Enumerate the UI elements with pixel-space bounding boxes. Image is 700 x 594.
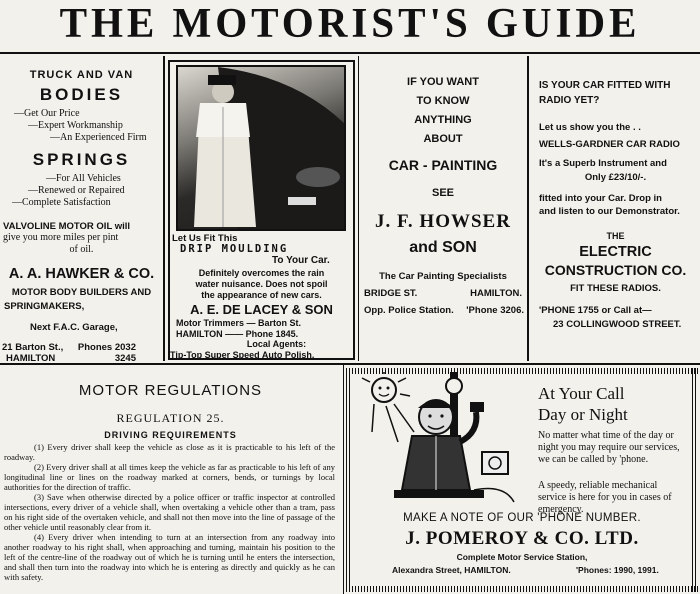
hawker-phone-2: 3245 [114, 353, 136, 364]
workmanship-line: —Expert Workmanship [28, 120, 123, 131]
radio-show: Let us show you the . . [539, 122, 641, 133]
radio-phone: 'PHONE 1755 or Call at— [539, 305, 652, 316]
to-your-car: To Your Car. [272, 255, 330, 266]
firm-line: —An Experienced Firm [50, 132, 147, 143]
delacey-desc-2: water nuisance. Does not spoil [195, 279, 328, 289]
mechanic-telephone-illustration [354, 372, 524, 512]
motor-regulations [0, 368, 341, 594]
day-or-night: Day or Night [538, 405, 628, 424]
masthead-title: THE MOTORIST'S GUIDE [59, 1, 641, 47]
painting-specialists: The Car Painting Specialists [379, 271, 507, 282]
oil-line-2: give you more miles per pint [3, 232, 119, 243]
let-us-fit: Let Us Fit This [172, 233, 238, 244]
howser-line-2: TO KNOW [416, 95, 470, 107]
delacey-desc-3: the appearance of new cars. [201, 290, 322, 300]
pomeroy-body-1: No matter what time of the day or night you may require our services, we can be called by 'phone. [538, 430, 680, 465]
pomeroy-address: Alexandra Street, HAMILTON. [392, 565, 511, 575]
vehicles-line: —For All Vehicles [46, 173, 121, 184]
radio-advert [531, 62, 700, 362]
car-painting-heading: CAR - PAINTING [388, 157, 498, 173]
howser-line-4: ABOUT [423, 133, 463, 145]
oil-line-3: of oil. [69, 244, 94, 255]
construction-heading: CONSTRUCTION CO. [544, 262, 687, 278]
regulation-paragraph-3: (3) Save when otherwise directed by a police officer or traffic inspector at controlled intersections, every driver of a vehicle shall, when overtaking a vehicle other than a tram, pass on his right side of the overtaken vehicle, and shall not then move into the line of passage of the other vehicle until reasonably clear from it. [4, 492, 335, 532]
howser-town: HAMILTON. [470, 288, 522, 299]
column-divider [527, 56, 529, 361]
auto-polish: Tip-Top Super Speed Auto Polish. [170, 350, 315, 360]
radio-address: 23 COLLINGWOOD STREET. [553, 319, 682, 330]
delacey-firm-name: A. E. DE LACEY & SON [190, 302, 333, 317]
howser-advert [360, 62, 526, 362]
next-garage: Next F.A.C. Garage, [30, 322, 118, 333]
howser-see: SEE [431, 187, 454, 199]
regulation-paragraph-2: (2) Every driver shall at all times keep the vehicle as far as practicable to his left of any longitudinal line or lines on the roadway marked at corners, bends, or turnings by local authorities for the direction of traffic. [4, 462, 335, 492]
at-your-call: At Your Call [538, 384, 625, 403]
pomeroy-firm-name: J. POMEROY & CO. LTD. [405, 528, 639, 549]
striped-border-right [692, 368, 698, 592]
radio-question-1: IS YOUR CAR FITTED WITH [539, 80, 671, 91]
delacey-border [168, 60, 355, 360]
hawker-advert [0, 62, 163, 362]
masthead-rule [0, 52, 700, 54]
radio-fit-1: fitted into your Car. Drop in [539, 193, 662, 204]
oil-line-1: VALVOLINE MOTOR OIL will [3, 221, 131, 232]
bodies-heading: BODIES [39, 85, 124, 104]
hawker-phones: Phones 2032 [77, 342, 136, 353]
electric-heading: ELECTRIC [579, 244, 652, 260]
local-agents: Local Agents: [246, 339, 307, 349]
springs-heading: SPRINGS [32, 150, 131, 169]
get-price-line: —Get Our Price [14, 108, 80, 119]
regulation-paragraph-1: (1) Every driver shall keep the vehicle as close as it is practicable to his left of the roadway. [4, 442, 335, 462]
driving-requirements: DRIVING REQUIREMENTS [104, 430, 237, 440]
truck-van-heading: TRUCK AND VAN [29, 69, 134, 81]
delacey-phone: HAMILTON —— Phone 1845. [176, 329, 299, 339]
howser-line-1: IF YOU WANT [407, 76, 479, 88]
radio-question-2: RADIO YET? [539, 95, 600, 106]
delacey-desc-1: Definitely overcomes the rain [198, 268, 325, 278]
radio-price: Only £23/10/-. [584, 172, 647, 183]
regulation-number: REGULATION 25. [116, 411, 225, 425]
regulations-title: MOTOR REGULATIONS [78, 382, 263, 399]
howser-street: BRIDGE ST. [364, 288, 418, 299]
radio-the: THE [606, 231, 625, 241]
service-station: Complete Motor Service Station, [456, 552, 588, 562]
opp-police: Opp. Police Station. [364, 305, 454, 316]
howser-line-3: ANYTHING [414, 114, 472, 126]
radio-fit-2: and listen to our Demonstrator. [539, 206, 680, 217]
pomeroy-advert [346, 368, 700, 594]
delacey-trimmers: Motor Trimmers — Barton St. [176, 318, 302, 328]
column-divider [343, 365, 344, 594]
regulation-paragraph-4: (4) Every driver when intending to turn at an intersection from any roadway into another roadway to his right shall, when approaching and turning, maintain his position to the left of the centre-line of the roadway out of which he is turning until he enters the intersection, and shall then turn into the roadway into which he is entering as directly and quickly as he can with safety. [4, 532, 335, 582]
trade-line-2: SPRINGMAKERS, [4, 301, 85, 312]
note-phone-number: MAKE A NOTE OF OUR 'PHONE NUMBER. [403, 512, 641, 524]
pomeroy-body-2: A speedy, reliable mechanical service is here for you in cases of emergency. [538, 480, 672, 515]
fit-these-radios: FIT THESE RADIOS. [570, 283, 661, 294]
radio-brand: WELLS-GARDNER CAR RADIO [539, 139, 680, 150]
radio-superb: It's a Superb Instrument and [539, 158, 667, 169]
pomeroy-phones: 'Phones: 1990, 1991. [576, 565, 659, 575]
trade-line-1: MOTOR BODY BUILDERS AND [11, 287, 152, 298]
drip-moulding-heading: DRIP MOULDING [180, 243, 289, 255]
hawker-firm-name: A. A. HAWKER & CO. [8, 266, 155, 282]
howser-and-son: and SON [409, 239, 477, 256]
column-divider [163, 56, 165, 361]
hawker-town: HAMILTON [6, 353, 56, 364]
column-divider [358, 56, 359, 361]
howser-firm-name: J. F. HOWSER [375, 211, 511, 232]
striped-border-bottom [346, 586, 700, 592]
hawker-address: 21 Barton St., [2, 342, 64, 353]
renewed-line: —Renewed or Repaired [28, 185, 125, 196]
satisfaction-line: —Complete Satisfaction [12, 197, 111, 208]
howser-phone: 'Phone 3206. [466, 305, 524, 316]
